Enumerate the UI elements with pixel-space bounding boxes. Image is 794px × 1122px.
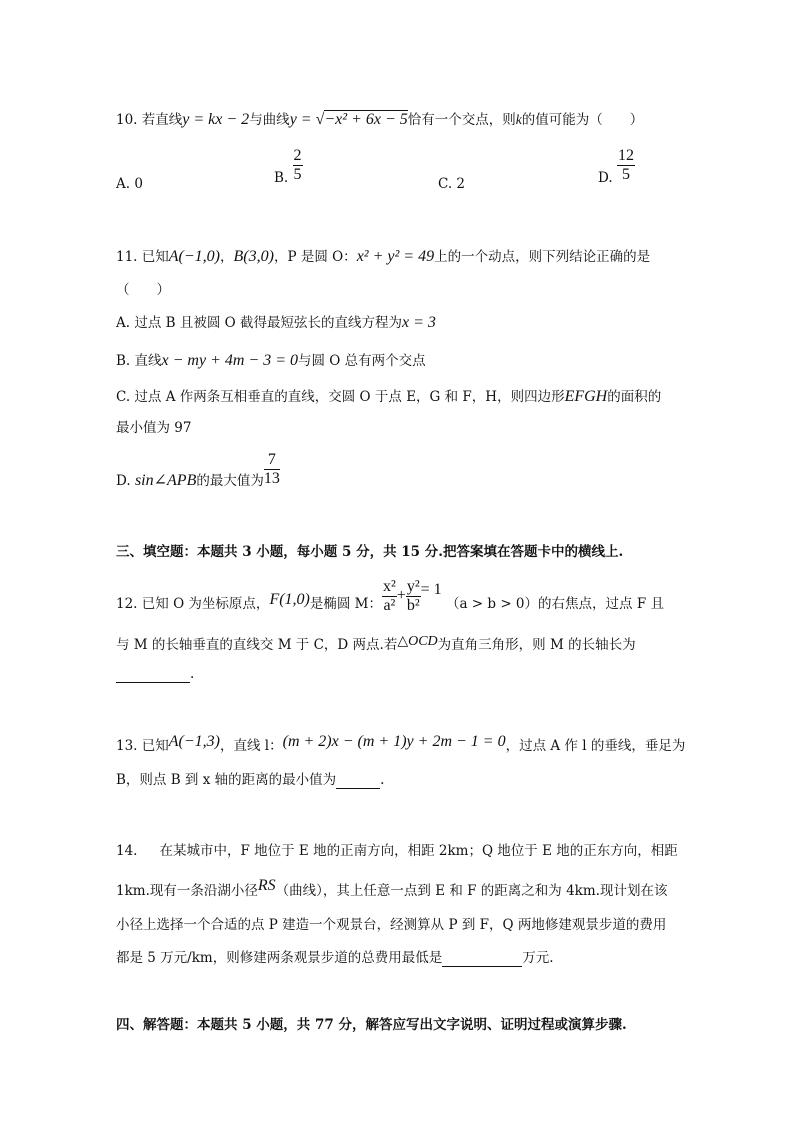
q14-line4: 都是 5 万元/km，则修建两条观景步道的总费用最低是 万元. <box>116 950 554 966</box>
q14-line3: 小径上选择一个合适的点 P 建造一个观景台，经测算从 P 到 F，Q 两地修建观景步道的费用 <box>116 917 667 933</box>
q13-line2: B，则点 B 到 x 轴的距离的最小值为 . <box>116 772 385 788</box>
q14-line2: 1km.现有一条沿湖小径RS（曲线），其上任意一点到 E 和 F 的距离之和为 4km.现计划在该 <box>116 877 668 899</box>
q11-option-c-cont: 最小值为 97 <box>116 420 192 436</box>
q12-line2: 与 M 的长轴垂直的直线交 M 于 C，D 两点.若△OCD为直角三角形，则 M 的长轴长为 <box>116 634 636 653</box>
q12-stem: 12. 已知 O 为坐标原点，F(1,0)是椭圆 M： $\frac{\text{x²}}{\text{a²}}$ + $\frac{\text{y²}}{\text{b²}}$ = 1 （a > b > 0）的右焦点，过点 F 且 <box>116 578 664 614</box>
q10-option-a: A. 0 <box>116 176 143 192</box>
q10-option-b: B. $\frac{2}{5}$ <box>274 147 302 186</box>
q10-line-eq: y = kx − 2 <box>182 111 250 128</box>
section-3-heading: 三、填空题：本题共 3 小题，每小题 5 分，共 15 分.把答案填在答题卡中的横线上. <box>116 544 624 560</box>
q11-option-b: B. 直线x − my + 4m − 3 = 0与圆 O 总有两个交点 <box>116 352 426 369</box>
q11-option-d: D. sin∠APB的最大值为 $\frac{7}{13}$ <box>116 451 280 489</box>
q11-option-c: C. 过点 A 作两条互相垂直的直线，交圆 O 于点 E，G 和 F，H，则四边形EFGH的面积的 <box>116 388 662 405</box>
q14-answer-blank <box>442 950 522 967</box>
q13-stem: 13. 已知A(−1,3)，直线 l：(m + 2)x − (m + 1)y + 2m − 1 = 0，过点 A 作 l 的垂线，垂足为 <box>116 733 686 754</box>
q14-line1: 14. 在某城市中，F 地位于 E 地的正南方向，相距 2km；Q 地位于 E 地的正东方向，相距 <box>116 843 678 859</box>
q10-option-c: C. 2 <box>438 176 466 192</box>
q11-paren: （ ） <box>116 282 170 298</box>
q10-curve-eq: y = √−x² + 6x − 5 <box>289 111 408 128</box>
section-4-heading: 四、解答题：本题共 5 小题，共 77 分，解答应写出文字说明、证明过程或演算步骤. <box>116 1017 627 1033</box>
q10-option-d: D. $\frac{12}{5}$ <box>598 147 634 186</box>
q11-stem: 11. 已知A(−1,0)，B(3,0)，P 是圆 O：x² + y² = 49上的一个动点，则下列结论正确的是 <box>116 248 651 265</box>
q13-answer-blank <box>336 772 380 789</box>
q12-answer-blank: . <box>116 666 194 683</box>
q11-option-a: A. 过点 B 且被圆 O 截得最短弦长的直线方程为x = 3 <box>116 314 436 331</box>
q10-stem: 10. 若直线y = kx − 2与曲线y = √−x² + 6x − 5恰有一个交点，则k的值可能为（ ） <box>116 111 644 128</box>
